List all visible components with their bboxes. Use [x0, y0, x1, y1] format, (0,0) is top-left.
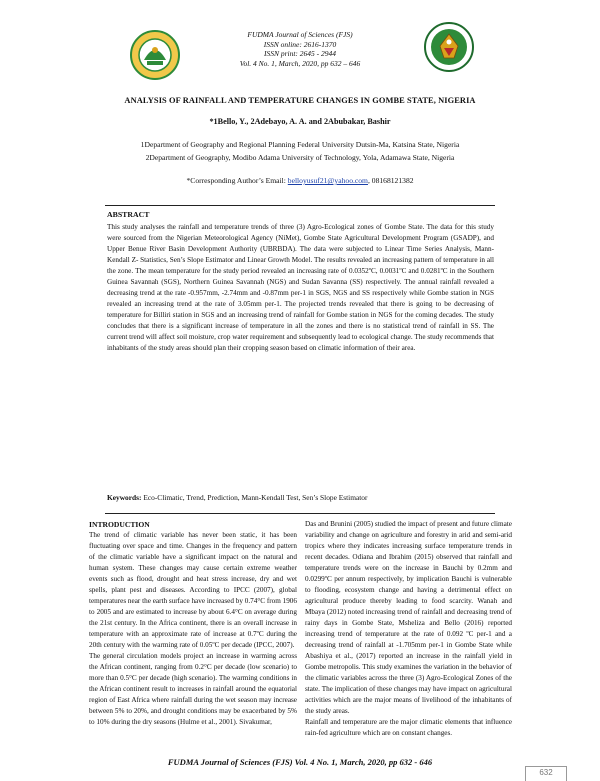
- abstract-heading: ABSTRACT: [107, 210, 150, 219]
- journal-name: FUDMA Journal of Sciences (FJS): [247, 30, 353, 39]
- issn-print: ISSN print: 2645 - 2944: [263, 49, 337, 59]
- volume-info: Vol. 4 No. 1, March, 2020, pp 632 – 646: [239, 58, 361, 68]
- abstract-text: This study analyses the rainfall and temperature trends of three (3) Agro-Ecological zones of Gombe State. The data for this study were sourced from the Nigerian Meteorological Agency (NiMet), Gombe State Agricultural Development Program (GSADP), and Upper Benue River Basin Development Authority (UBRBDA). The data were subjected to Linear Time Series Analysis, Mann-Kendall Z- Statistics, Sen’s Slope Estimator and Linear Growth Model. The results revealed an increasing pattern of temperature in all the zone. The mean temperature for the study period revealed an increasing rate of 0.0352ºC, 0.0031ºC and 0.0281ºC in the Southern Guinea Savannah (SGS), Northern Guinea Savannah (NGS) and Sudan Savanna (SS) respectively. The annual rainfall revealed a decreasing trend at the rate -0.957mm, -2.74mm and -0.87mm per-1 in SGS, NGS and SS respectively while Gombe station in NGS revealed an increasing trend at the rate of 3.05mm per-1. The projected trends revealed that there is going to be decreasing of temperature for Billiri station in SGS and an increasing trend of rainfall for Gombe station in NGS for the coming decades. The study concludes that there is a significant increase of temperature in all the zones and there is no statistical trend of rainfall in SS. The current trend will affect soil moisture, crop water requirement and subsequently lead to ecological change. The study recommends that inhabitants of the study areas should plan their cropping season based on climatic information of their area.: [107, 223, 494, 352]
- corresponding-email-link[interactable]: belloyusuf21@yahoo.com: [287, 176, 368, 185]
- introduction-heading: INTRODUCTION: [89, 520, 150, 529]
- intro-paragraph-3: Das and Brunini (2005) studied the impact of present and future climate variability and change on agriculture and forestry in arid and semi-arid tropics where they indicates increasing surface temperature trends in recent decades. Odiana and Ibrahim (2015) observed that rainfall and temperature trends were on the increase in Bauchi by 0.2mm and 0.0299ºC per annum respectively, by implication Bauchi is vulnerable to flooding, ecosystem change and having a detrimental effect on agricultural produce thereby leading to food scarcity. Wanah and Mbaya (2012) noted increasing trend of rainfall and decreasing trend of rainy days in Gombe State, Msheliza and Bello (2016) reported increasing trend of temperature at the rate of 0.092 ºC per-1 and a decreasing trend of rainfall at -1.705mm per-1 in Gombe State while Abashiya et al., (2017) reported an increase in the rainfall yield in Gombe metropolis. This study examines the variation in the behavior of the climatic variables across the three (3) Agro-Ecological Zones of the state. The implication of these changes may have impact on agricultural activities which are the major means of livelihood of the inhabitants of the study areas.: [305, 520, 512, 715]
- page-number: 632: [525, 766, 567, 781]
- abstract-top-rule: [105, 205, 495, 206]
- journal-header: [150, 30, 450, 68]
- paper-title: ANALYSIS OF RAINFALL AND TEMPERATURE CHANGES IN GOMBE STATE, NIGERIA: [124, 96, 476, 105]
- intro-paragraph-2: The general circulation models project an increase in warming across the African continent, ranging from 0.2°C per decade (low scenario) to more than 0.5°C per decade (high scenario). The warming conditions in the African continent result to increases in rainfall around the equatorial region of East Africa where rainfall during the wet season may increase between 5% to 20%, and drought conditions may be exacerbated by 5% to 10% during the dry seasons (Hulme et al., 2001). Sivakumar,: [89, 652, 297, 726]
- corresponding-label: *Corresponding Author’s Email:: [186, 176, 286, 185]
- keywords-label: Keywords:: [107, 493, 142, 502]
- corresponding-phone: , 08168121382: [367, 176, 414, 185]
- abstract-bottom-rule: [105, 513, 495, 514]
- paper-authors: *1Bello, Y., 2Adebayo, A. A. and 2Abubakar, Bashir: [209, 117, 391, 126]
- affiliation-1: 1Department of Geography and Regional Planning Federal University Dutsin-Ma, Katsina State, Nigeria: [140, 140, 460, 149]
- affiliation-2: 2Department of Geography, Modibo Adama University of Technology, Yola, Adamawa State, Nigeria: [145, 153, 455, 162]
- page-footer: FUDMA Journal of Sciences (FJS) Vol. 4 No. 1, March, 2020, pp 632 - 646: [167, 757, 433, 767]
- issn-online: ISSN online: 2616-1370: [263, 39, 337, 49]
- corresponding-author: [40, 176, 560, 185]
- intro-paragraph-1: The trend of climatic variable has never been static, it has been fluctuating over space and time. Changes in the frequency and pattern of the climatic variable have a significant impact on the natural and human system. These changes may cause certain extreme weather events such as flood, drought and heat stress increase, dry and wet spells, plant pest and diseases. According to IPCC (2007), global temperatures near the earth surface have increased by 0.74°C from 1906 to 2005 and are estimated to increase by about 6.4°C on average during the 21st century. In the Africa continent, there is an overall increase in temperature with an approximate rate of increase at 0.7ºC during the 20th century with the warming rate of 0.05ºC per decade (IPCC, 2007).: [89, 531, 297, 649]
- intro-paragraph-4: Rainfall and temperature are the major climatic elements that influence rain-fed agriculture which are on constant changes.: [305, 718, 512, 737]
- keywords-text: Eco-Climatic, Trend, Prediction, Mann-Kendall Test, Sen’s Slope Estimator: [141, 493, 368, 502]
- body-column-right: [305, 519, 512, 739]
- keywords: [107, 493, 494, 502]
- body-column-left: [89, 519, 297, 728]
